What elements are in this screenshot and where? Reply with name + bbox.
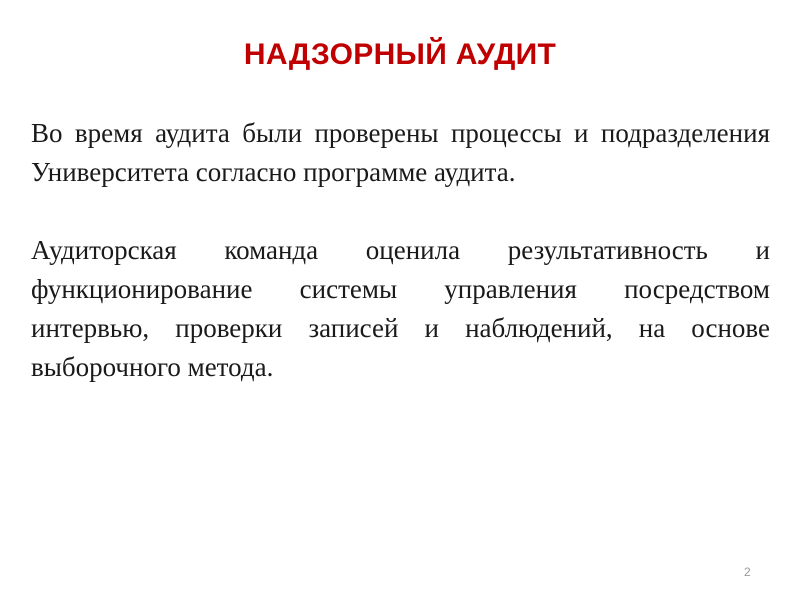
paragraph-audit-scope: Во время аудита были проверены процессы и подразделения Университета согласно программе аудита.: [31, 118, 770, 187]
paragraph-audit-evaluation: Аудиторская команда оценила результативность и функционирование системы управления посредством интервью, проверки записей и наблюдений, на основе выборочного метода.: [31, 235, 770, 382]
slide-title: НАДЗОРНЫЙ АУДИТ: [243, 38, 557, 71]
slide-body: [31, 114, 770, 387]
page-number: 2: [744, 565, 751, 579]
